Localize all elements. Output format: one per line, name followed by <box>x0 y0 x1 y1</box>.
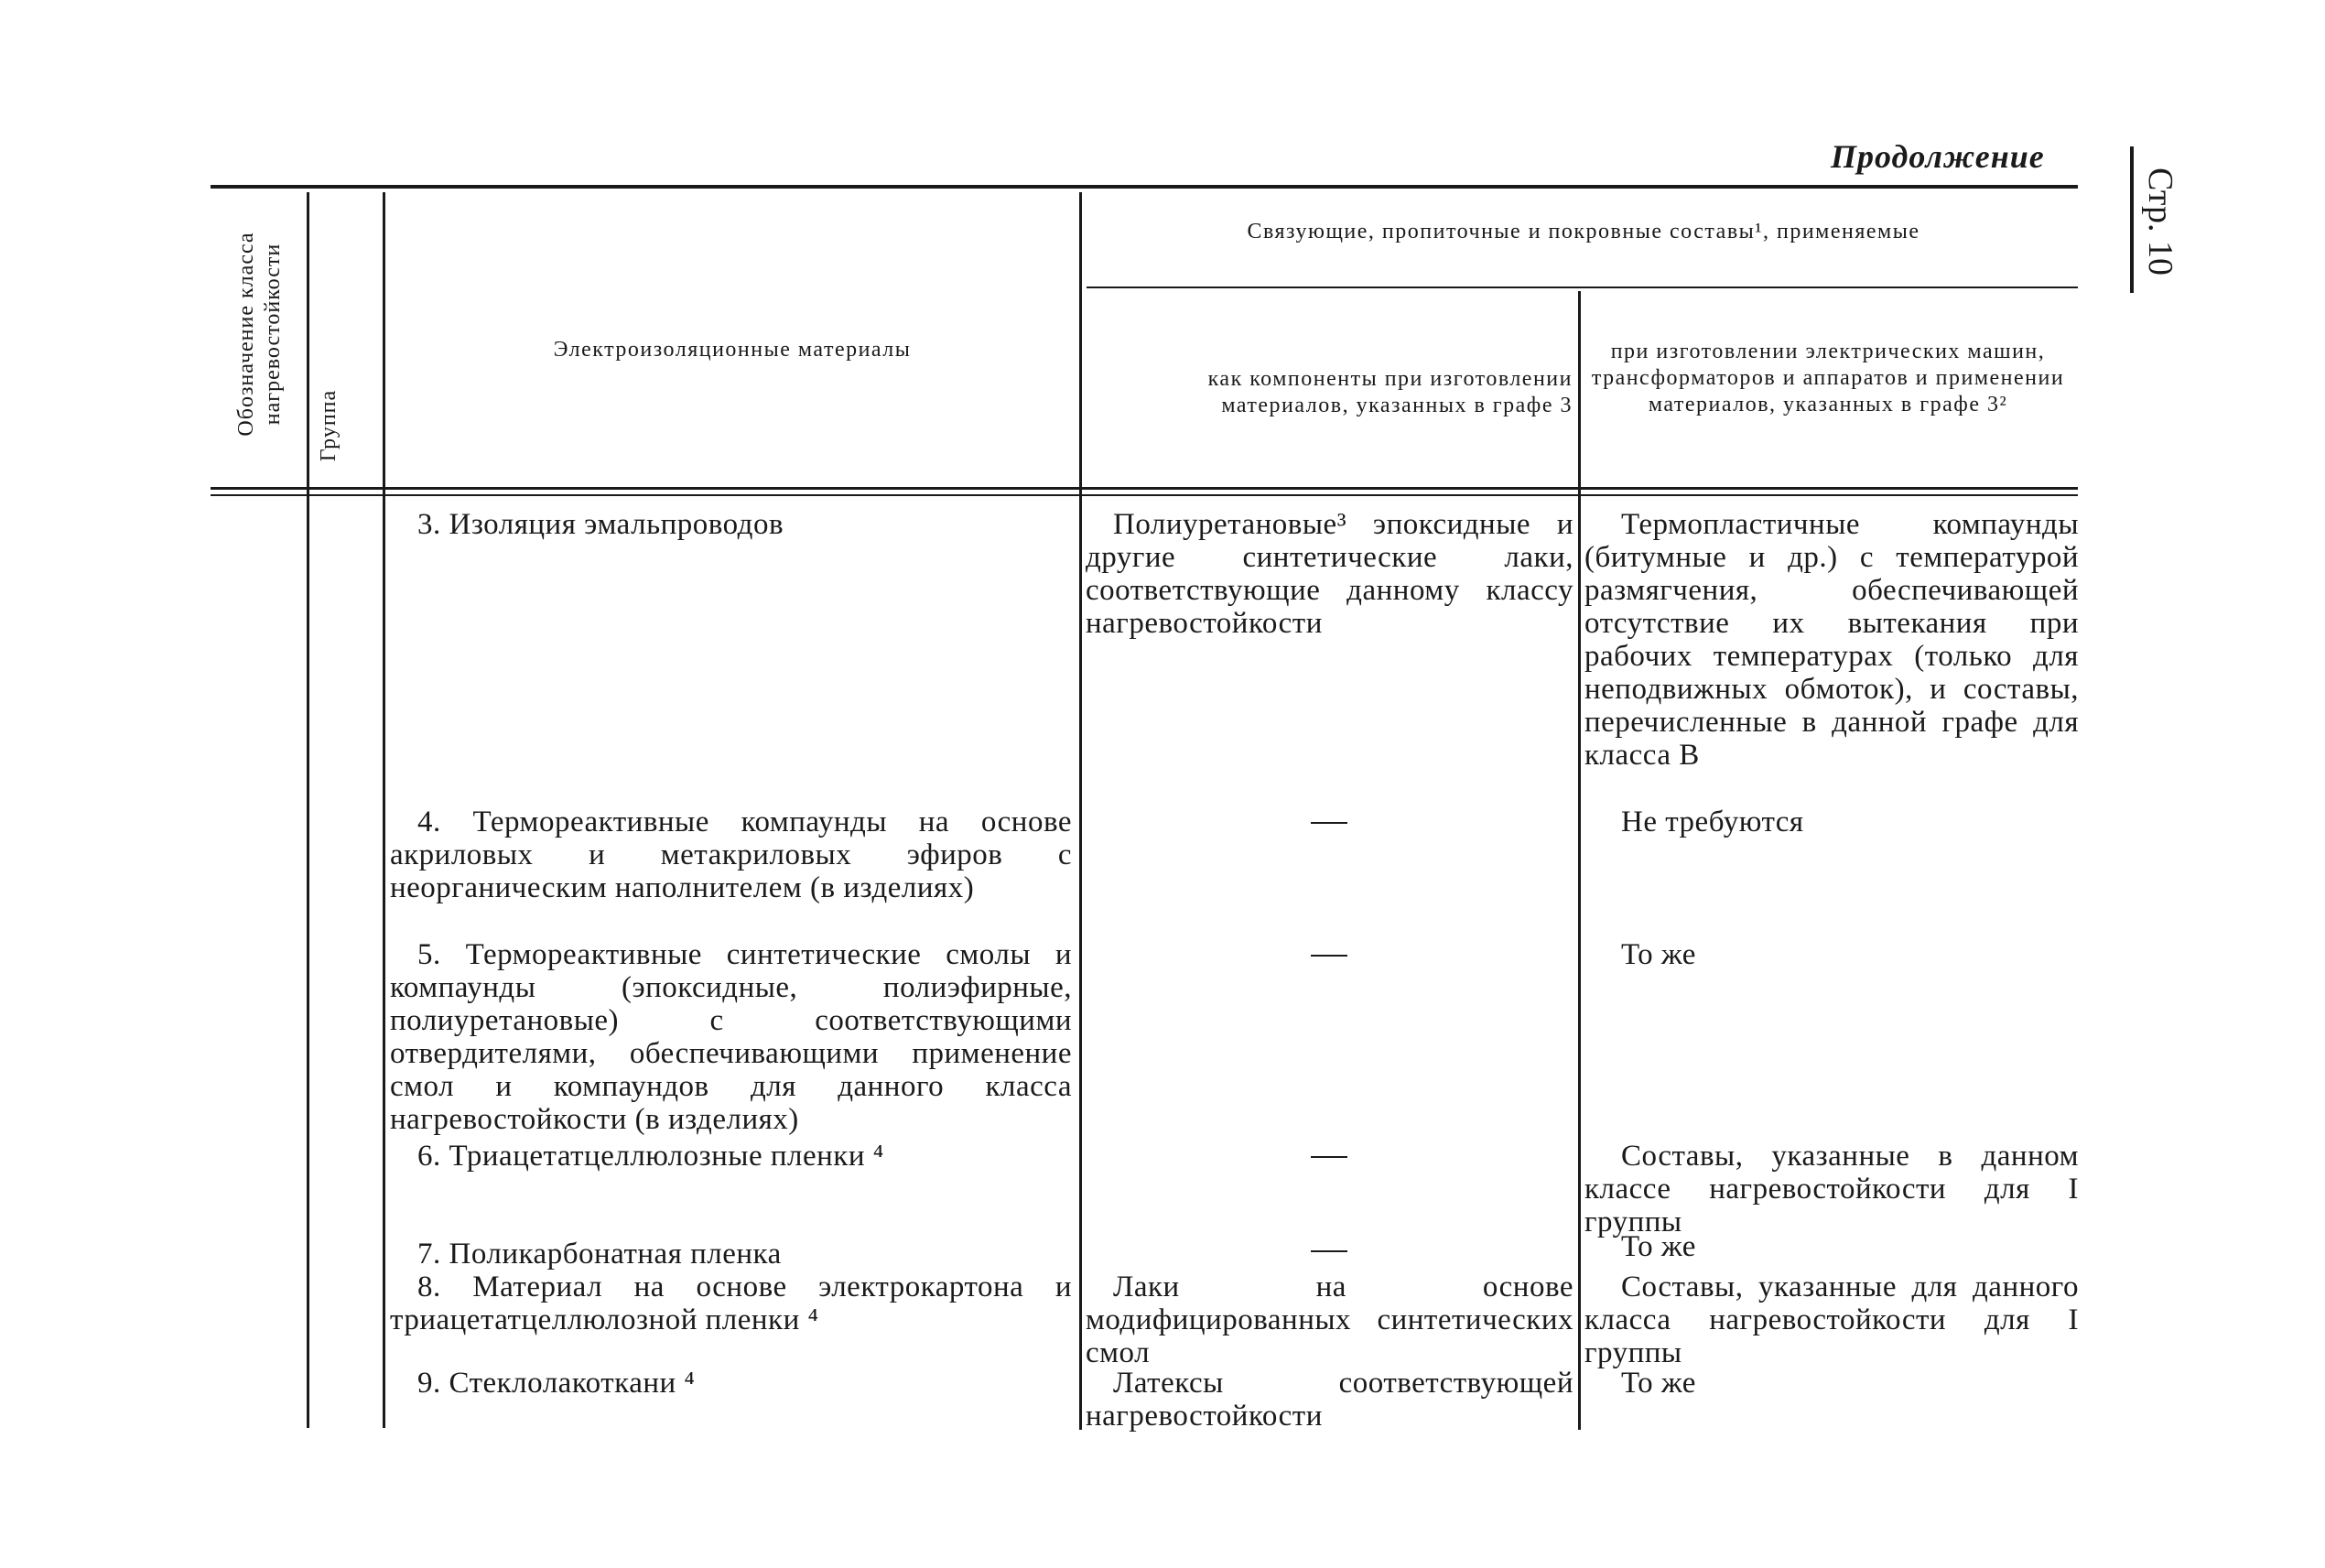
row-9-application-text: То же <box>1621 1367 1696 1400</box>
table-top-rule <box>211 185 2078 189</box>
row-4-application-text: Не требуются <box>1621 806 1804 838</box>
col-divider-2 <box>383 192 385 1428</box>
row-7-material-text: 7. Поликарбонатная пленка <box>417 1238 782 1271</box>
page-number <box>2142 146 2179 293</box>
row-7-components-dash <box>1311 1250 1347 1252</box>
continuation-label: Продолжение <box>1831 138 2045 175</box>
row-7-application-text: То же <box>1621 1230 1696 1263</box>
row-8-application <box>1584 1271 2079 1369</box>
header-class-designation-text: Обозначение класса нагревостойкости <box>234 232 285 437</box>
header-binders-group: Связующие, пропиточные и покровные составы¹, применяемые <box>1247 220 1920 243</box>
header-group <box>316 371 343 481</box>
row-4-application <box>1621 806 2079 838</box>
row-3-material-text: 3. Изоляция эмальпроводов <box>417 508 784 541</box>
header-group-text: Группа <box>317 389 341 462</box>
row-4-material <box>390 806 1072 904</box>
header-subdivider-rule <box>1087 287 2078 288</box>
row-9-application <box>1621 1367 2079 1400</box>
row-5-application-text: То же <box>1621 938 1696 971</box>
row-8-material <box>390 1271 1072 1336</box>
row-8-material-text: 8. Материал на основе электрокартона и триацетатцеллюлозной пленки ⁴ <box>390 1271 1072 1336</box>
row-9-material <box>417 1367 1072 1400</box>
row-6-application <box>1584 1140 2079 1238</box>
row-9-material-text: 9. Стеклолакоткани ⁴ <box>417 1367 696 1400</box>
row-3-application <box>1584 508 2079 772</box>
row-5-material <box>390 938 1072 1136</box>
row-6-application-text: Составы, указанные в данном классе нагревостойкости для I группы <box>1584 1140 2079 1238</box>
header-class-designation <box>233 188 288 481</box>
col-divider-4 <box>1578 291 1581 1430</box>
row-8-components <box>1086 1271 1573 1369</box>
page-number-rule <box>2130 146 2134 293</box>
row-7-application <box>1621 1230 2079 1263</box>
row-6-components-dash <box>1311 1156 1347 1158</box>
row-5-material-text: 5. Термореактивные синтетические смолы и компаунды (эпоксидные, полиэфирные, полиуретановые) с соответствующими отвердителями, обеспечивающими применение смол и компаундов для данного класса нагревостойкости (в изделиях) <box>390 938 1072 1136</box>
row-3-components <box>1086 508 1573 640</box>
col-divider-3 <box>1079 192 1082 1430</box>
header-bottom-rule-2 <box>211 494 2078 496</box>
header-in-manufacturing: при изготовлении электрических машин, трансформаторов и аппаратов и применении материалов, указанных в графе 3² <box>1591 340 2065 416</box>
row-9-components <box>1086 1367 1573 1433</box>
row-8-application-text: Составы, указанные для данного класса нагревостойкости для I группы <box>1584 1271 2079 1369</box>
header-bottom-rule-1 <box>211 487 2078 490</box>
row-8-components-text: Лаки на основе модифицированных синтетических смол <box>1086 1271 1573 1369</box>
row-6-material-text: 6. Триацетатцеллюлозные пленки ⁴ <box>417 1140 884 1173</box>
row-4-components-dash <box>1311 822 1347 824</box>
row-3-components-text: Полиуретановые³ эпоксидные и другие синтетические лаки, соответствующие данному классу нагревостойкости <box>1086 508 1573 640</box>
row-6-material <box>417 1140 1072 1173</box>
page-number-text: Стр. 10 <box>2141 168 2179 276</box>
row-9-components-text: Латексы соответствующей нагревостойкости <box>1086 1367 1573 1433</box>
header-as-components: как компоненты при изготовлении материалов, указанных в графе 3 <box>1207 367 1573 417</box>
col-divider-1 <box>307 192 309 1428</box>
row-5-application <box>1621 938 2079 971</box>
row-5-components-dash <box>1311 955 1347 957</box>
row-7-material <box>417 1238 1072 1271</box>
row-3-application-text: Термопластичные компаунды (битумные и др.) с температурой размягчения, обеспечивающей отсутствие их вытекания при рабочих температурах (только для неподвижных обмоток), и составы, перечисленные в данной графе для класса B <box>1584 508 2079 772</box>
header-materials: Электроизоляционные материалы <box>553 338 912 362</box>
row-4-material-text: 4. Термореактивные компаунды на основе акриловых и метакриловых эфиров с неорганическим наполнителем (в изделиях) <box>390 806 1072 904</box>
row-3-material <box>390 508 1072 541</box>
